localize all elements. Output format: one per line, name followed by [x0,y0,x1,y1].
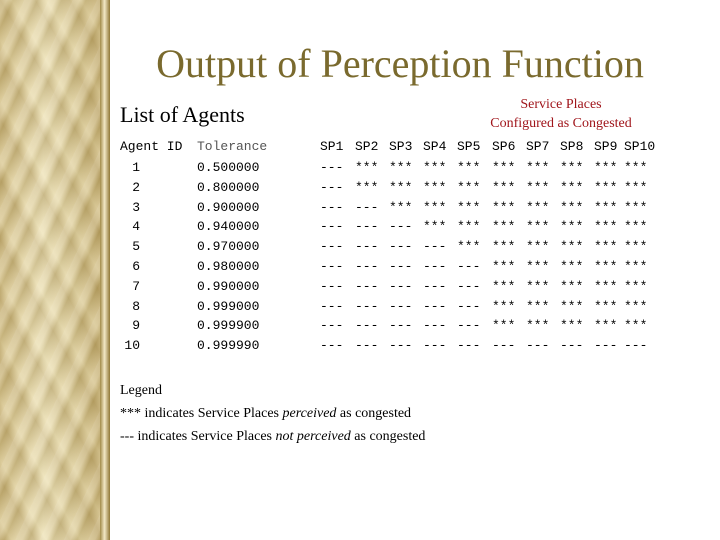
perception-cell: --- [526,338,550,354]
perception-cell: --- [423,259,447,274]
perception-cell: *** [492,179,516,195]
column-header-tolerance: Tolerance [197,139,268,154]
perception-cell: *** [624,219,648,235]
column-header-sp: SP7 [526,139,550,154]
perception-cell: *** [624,318,648,334]
legend-suffix: as congested [336,406,412,421]
perception-cell: *** [423,179,447,195]
perception-cell: --- [355,338,379,354]
perception-cell: *** [526,199,550,215]
perception-cell: *** [389,199,413,215]
perception-cell: *** [492,239,516,255]
perception-cell: --- [320,199,344,215]
decorative-marble-sidebar [0,0,108,540]
agent-id-cell: 2 [132,179,140,195]
perception-cell: --- [457,259,481,274]
column-header-sp: SP2 [355,139,379,154]
service-places-caption [470,95,652,133]
perception-cell: *** [526,179,550,195]
agent-id-cell: 4 [132,219,140,235]
perception-cell: *** [594,160,618,175]
perception-cell: --- [355,259,379,274]
perception-cell: --- [355,199,379,215]
tolerance-cell: 0.970000 [197,239,260,255]
perception-cell: *** [423,199,447,215]
perception-cell: --- [320,179,344,195]
tolerance-cell: 0.999000 [197,298,260,314]
perception-cell: *** [526,298,550,314]
perception-cell: *** [423,160,447,175]
agent-id-cell: 9 [132,318,140,334]
perception-cell: *** [594,179,618,195]
perception-cell: --- [389,298,413,314]
tolerance-cell: 0.900000 [197,199,260,215]
perception-cell: *** [492,219,516,235]
perception-cell: *** [594,298,618,314]
slide-title: Output of Perception Function [156,41,644,86]
perception-cell: --- [423,318,447,334]
legend-heading: Legend [120,383,162,398]
perception-cell: --- [457,278,481,294]
perception-cell: --- [355,298,379,314]
perception-cell: --- [492,338,516,354]
perception-cell: *** [526,259,550,274]
perception-cell: --- [457,338,481,354]
perception-cell: *** [594,219,618,235]
perception-cell: --- [423,278,447,294]
perception-cell: *** [526,278,550,294]
column-header-sp: SP5 [457,139,481,154]
legend-line-not-perceived [120,429,425,445]
perception-cell: --- [355,318,379,334]
perception-cell: --- [560,338,584,354]
perception-cell: *** [457,160,481,175]
column-header-sp: SP8 [560,139,584,154]
perception-cell: *** [560,278,584,294]
perception-cell: *** [594,199,618,215]
section-subtitle: List of Agents [120,102,245,127]
perception-cell: --- [355,278,379,294]
caption-line-1: Service Places [520,97,602,112]
agent-id-cell: 6 [132,259,140,274]
perception-cell: *** [594,278,618,294]
sidebar-divider [100,0,110,540]
perception-cell: --- [320,160,344,175]
column-header-sp: SP10 [624,139,656,154]
perception-cell: *** [624,278,648,294]
agent-id-cell: 1 [132,160,140,175]
perception-cell: --- [594,338,618,354]
perception-cell: *** [624,298,648,314]
perception-cell: --- [457,318,481,334]
perception-cell: --- [389,259,413,274]
column-header-sp: SP3 [389,139,413,154]
agent-id-cell: 10 [124,338,140,354]
perception-cell: --- [389,239,413,255]
perception-cell: *** [355,160,379,175]
perception-cell: --- [320,318,344,334]
perception-cell: *** [355,179,379,195]
perception-cell: *** [457,239,481,255]
perception-cell: *** [492,199,516,215]
perception-cell: *** [389,160,413,175]
perception-cell: --- [320,338,344,354]
perception-cell: *** [492,160,516,175]
perception-cell: --- [320,278,344,294]
perception-cell: *** [457,199,481,215]
perception-cell: *** [624,160,648,175]
perception-cell: *** [492,318,516,334]
perception-cell: --- [624,338,648,354]
perception-cell: --- [389,219,413,235]
perception-cell: *** [624,259,648,274]
tolerance-cell: 0.800000 [197,179,260,195]
column-header-sp: SP4 [423,139,447,154]
perception-cell: *** [560,298,584,314]
perception-cell: --- [320,298,344,314]
tolerance-cell: 0.500000 [197,160,260,175]
agent-id-cell: 8 [132,298,140,314]
column-header-agent-id: Agent ID [120,139,183,154]
perception-cell: --- [355,239,379,255]
tolerance-cell: 0.999990 [197,338,260,354]
legend-emphasis: perceived [282,406,337,421]
perception-cell: *** [457,179,481,195]
perception-cell: --- [423,338,447,354]
perception-cell: --- [320,259,344,274]
perception-cell: *** [423,219,447,235]
agent-id-cell: 5 [132,239,140,255]
perception-cell: *** [560,179,584,195]
perception-cell: *** [594,239,618,255]
legend-suffix: as congested [350,429,426,444]
perception-cell: *** [560,160,584,175]
legend-line-perceived [120,406,411,422]
perception-cell: *** [560,259,584,274]
perception-cell: *** [492,298,516,314]
perception-cell: --- [320,219,344,235]
perception-cell: *** [492,278,516,294]
perception-cell: --- [355,219,379,235]
column-header-sp: SP1 [320,139,344,154]
perception-cell: *** [560,239,584,255]
perception-cell: --- [320,239,344,255]
perception-cell: *** [389,179,413,195]
column-header-sp: SP6 [492,139,516,154]
tolerance-cell: 0.990000 [197,278,260,294]
column-header-sp: SP9 [594,139,618,154]
perception-cell: *** [526,318,550,334]
perception-cell: --- [457,298,481,314]
perception-cell: *** [560,318,584,334]
legend-prefix: --- indicates Service Places [120,429,276,444]
perception-cell: *** [457,219,481,235]
perception-cell: *** [560,219,584,235]
perception-cell: *** [624,239,648,255]
agent-id-cell: 3 [132,199,140,215]
perception-cell: --- [423,298,447,314]
caption-line-2: Configured as Congested [490,116,632,131]
perception-cell: *** [594,318,618,334]
agent-id-cell: 7 [132,278,140,294]
perception-cell: --- [423,239,447,255]
perception-cell: *** [624,179,648,195]
perception-cell: --- [389,318,413,334]
tolerance-cell: 0.940000 [197,219,260,235]
perception-cell: --- [389,338,413,354]
perception-cell: *** [560,199,584,215]
legend-emphasis: not perceived [275,429,351,444]
legend-prefix: *** indicates Service Places [120,406,283,421]
perception-cell: *** [594,259,618,274]
tolerance-cell: 0.999900 [197,318,260,334]
perception-cell: *** [526,160,550,175]
perception-cell: --- [389,278,413,294]
tolerance-cell: 0.980000 [197,259,260,274]
perception-cell: *** [526,239,550,255]
perception-cell: *** [526,219,550,235]
perception-cell: *** [624,199,648,215]
perception-cell: *** [492,259,516,274]
